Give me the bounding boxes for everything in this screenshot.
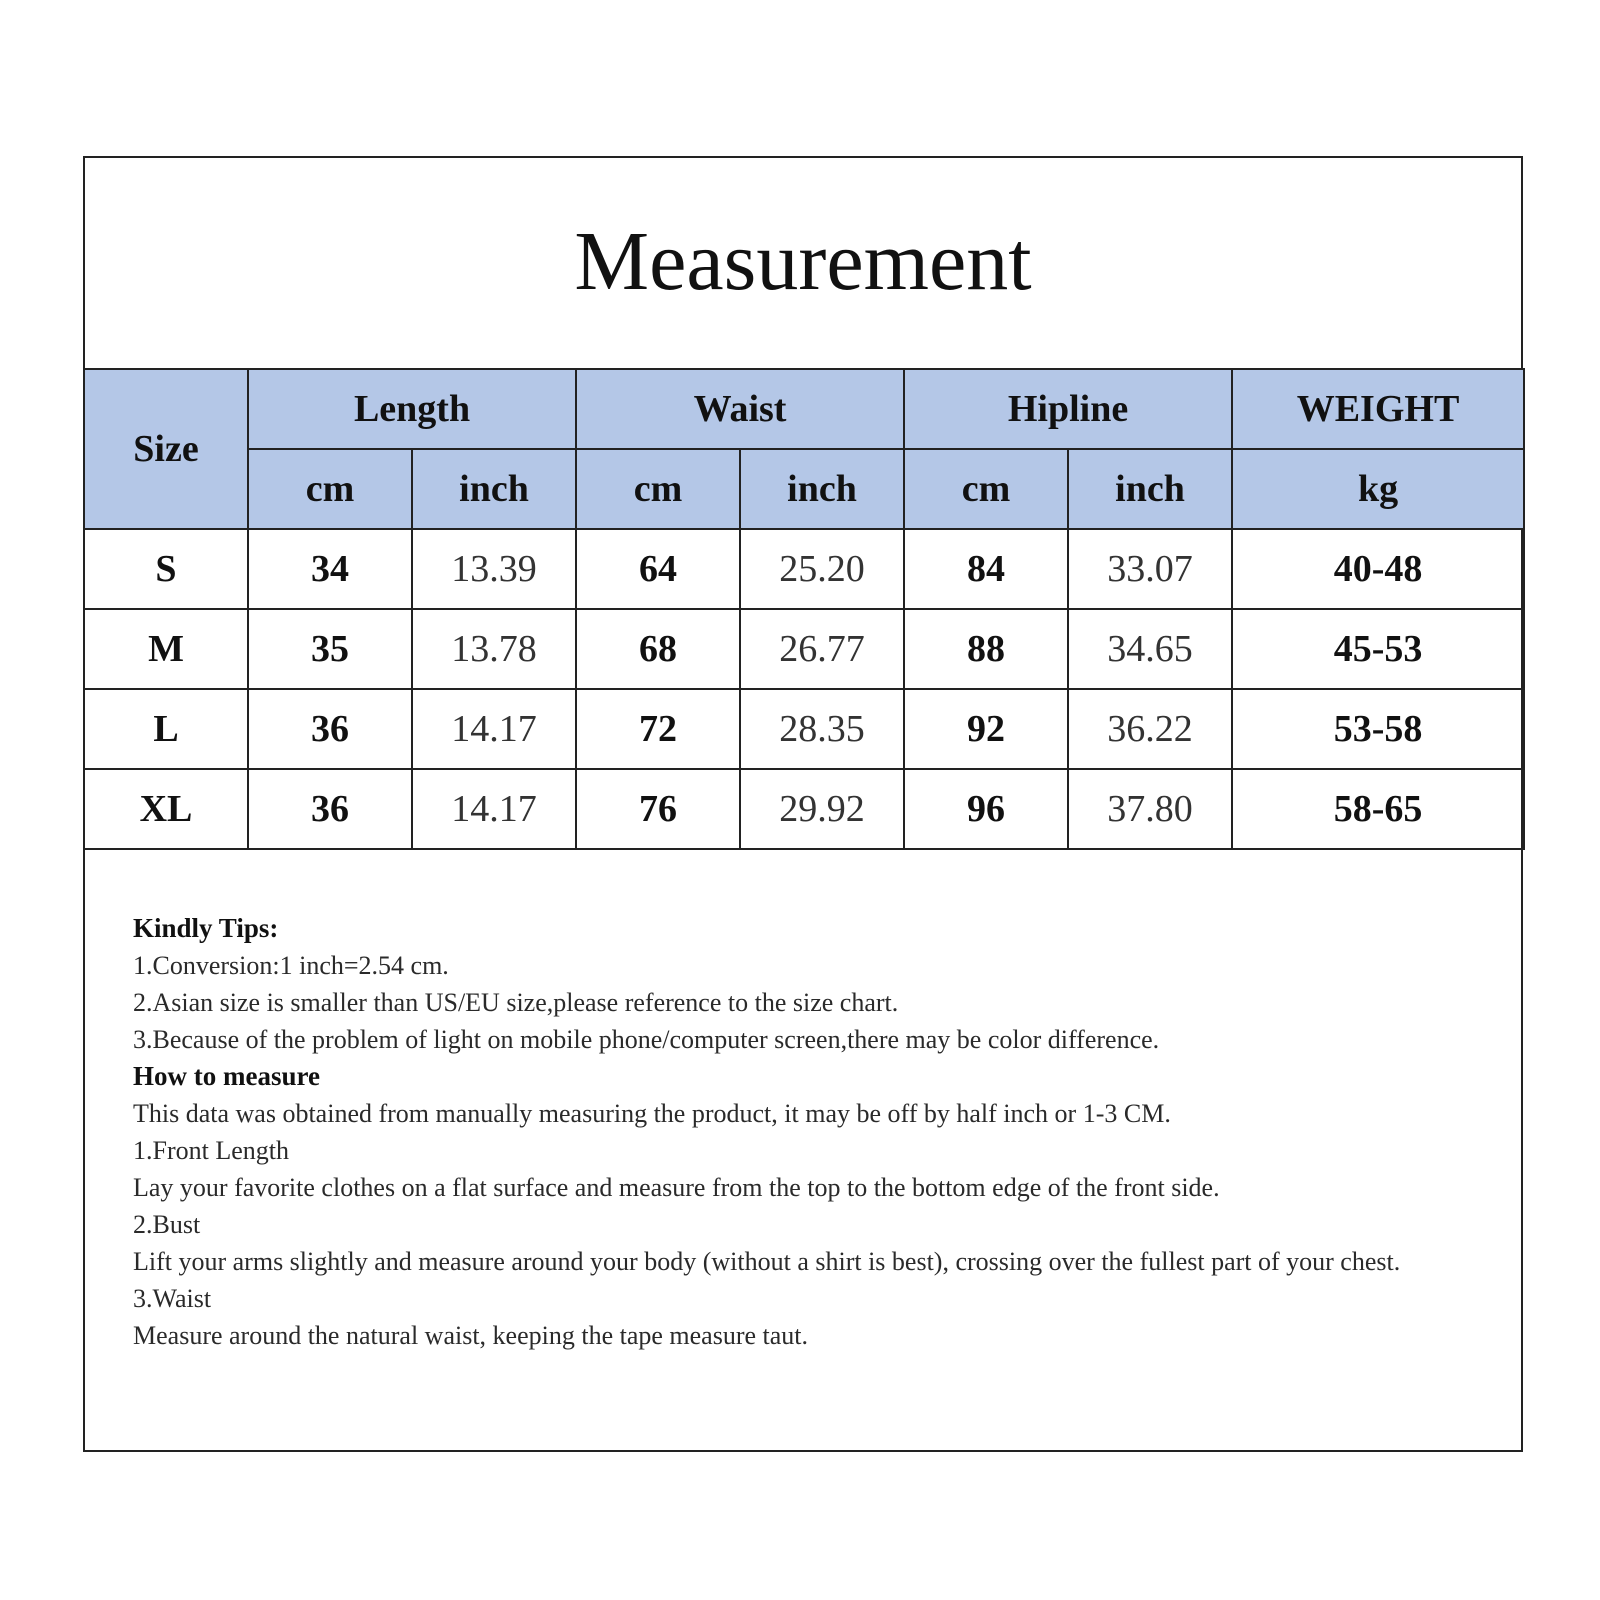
waist-cm-cell: 68: [576, 609, 740, 689]
tips-section: [133, 910, 1493, 1354]
tip-item: 3.Because of the problem of light on mobile phone/computer screen,there may be color difference.: [133, 1025, 1160, 1054]
hip-cm-cell: 88: [904, 609, 1068, 689]
hip-inch-cell: 33.07: [1068, 529, 1232, 609]
step-title: 1.Front Length: [133, 1136, 289, 1165]
hip-inch-cell: 34.65: [1068, 609, 1232, 689]
unit-header: cm: [904, 449, 1068, 529]
measurement-chart-frame: [83, 156, 1523, 1452]
step-title: 3.Waist: [133, 1284, 212, 1313]
step-text: Lay your favorite clothes on a flat surface and measure from the top to the bottom edge of the front side.: [133, 1173, 1220, 1202]
table-row: [84, 609, 1524, 689]
table-row: [84, 769, 1524, 849]
how-to-measure-heading: How to measure: [133, 1061, 320, 1091]
step-text: Measure around the natural waist, keeping the tape measure taut.: [133, 1321, 809, 1350]
length-header: Length: [248, 369, 576, 449]
unit-header: cm: [248, 449, 412, 529]
unit-header: inch: [740, 449, 904, 529]
waist-cm-cell: 72: [576, 689, 740, 769]
table-row: [84, 689, 1524, 769]
step-text: Lift your arms slightly and measure around your body (without a shirt is best), crossing over the fullest part of your chest.: [133, 1247, 1401, 1276]
size-cell: XL: [84, 769, 248, 849]
length-inch-cell: 13.78: [412, 609, 576, 689]
hip-cm-cell: 96: [904, 769, 1068, 849]
length-cm-cell: 35: [248, 609, 412, 689]
weight-kg-cell: 45-53: [1232, 609, 1524, 689]
length-inch-cell: 14.17: [412, 689, 576, 769]
length-cm-cell: 36: [248, 769, 412, 849]
hip-cm-cell: 84: [904, 529, 1068, 609]
tip-item: 1.Conversion:1 inch=2.54 cm.: [133, 951, 449, 980]
tip-item: 2.Asian size is smaller than US/EU size,please reference to the size chart.: [133, 988, 899, 1017]
waist-inch-cell: 29.92: [740, 769, 904, 849]
weight-kg-cell: 40-48: [1232, 529, 1524, 609]
waist-inch-cell: 25.20: [740, 529, 904, 609]
unit-header: kg: [1232, 449, 1524, 529]
page-title: Measurement: [574, 215, 1032, 308]
size-header: Size: [84, 369, 248, 529]
unit-header: cm: [576, 449, 740, 529]
weight-kg-cell: 58-65: [1232, 769, 1524, 849]
length-cm-cell: 36: [248, 689, 412, 769]
waist-inch-cell: 26.77: [740, 609, 904, 689]
length-inch-cell: 13.39: [412, 529, 576, 609]
kindly-tips-heading: Kindly Tips:: [133, 913, 279, 943]
waist-cm-cell: 64: [576, 529, 740, 609]
weight-header: WEIGHT: [1232, 369, 1524, 449]
waist-inch-cell: 28.35: [740, 689, 904, 769]
how-to-intro: This data was obtained from manually measuring the product, it may be off by half inch or 1-3 CM.: [133, 1099, 1171, 1128]
step-title: 2.Bust: [133, 1210, 201, 1239]
size-table: [83, 368, 1525, 850]
waist-header: Waist: [576, 369, 904, 449]
size-cell: M: [84, 609, 248, 689]
hipline-header: Hipline: [904, 369, 1232, 449]
size-cell: L: [84, 689, 248, 769]
waist-cm-cell: 76: [576, 769, 740, 849]
length-cm-cell: 34: [248, 529, 412, 609]
table-row: [84, 529, 1524, 609]
size-cell: S: [84, 529, 248, 609]
length-inch-cell: 14.17: [412, 769, 576, 849]
hip-cm-cell: 92: [904, 689, 1068, 769]
unit-header: inch: [1068, 449, 1232, 529]
weight-kg-cell: 53-58: [1232, 689, 1524, 769]
table-unit-row: [84, 449, 1524, 529]
table-header-row: [84, 369, 1524, 449]
hip-inch-cell: 36.22: [1068, 689, 1232, 769]
hip-inch-cell: 37.80: [1068, 769, 1232, 849]
unit-header: inch: [412, 449, 576, 529]
